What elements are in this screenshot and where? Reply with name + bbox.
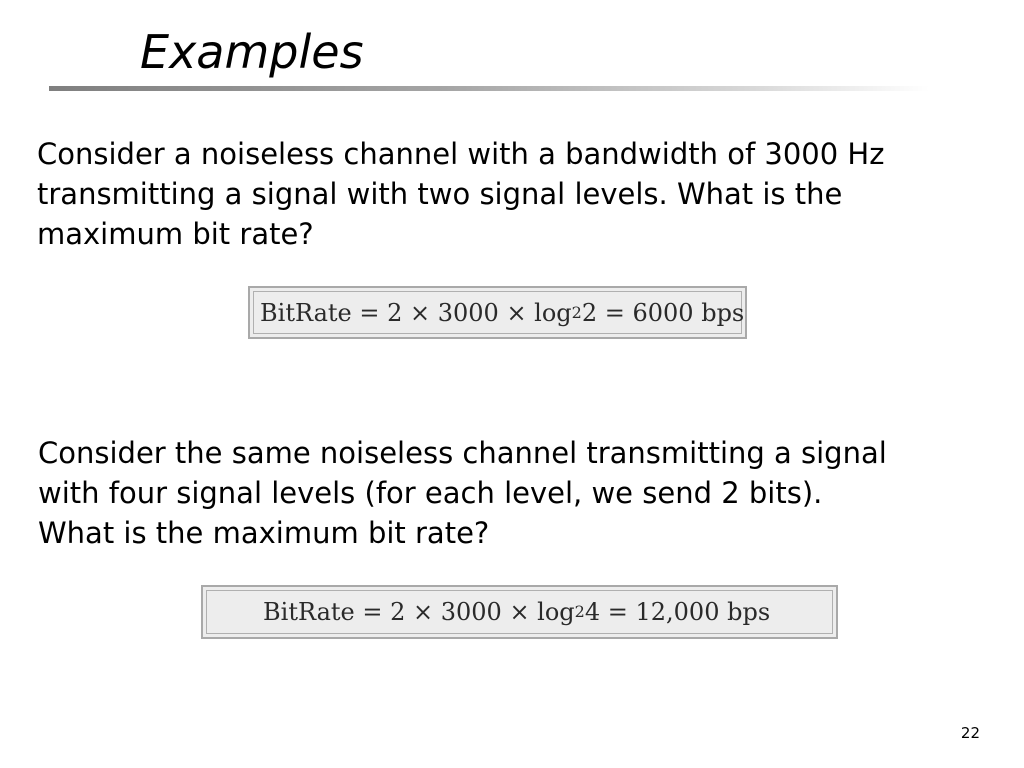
example-2-formula-lhs: BitRate = 2 × 3000 × log xyxy=(263,598,575,626)
example-1-question xyxy=(37,134,884,254)
example-2-formula-rhs: 4 = 12,000 bps xyxy=(584,598,771,626)
page-number: 22 xyxy=(960,724,980,742)
example-2-question xyxy=(38,433,887,553)
slide-title: Examples xyxy=(140,25,364,79)
example-1-line-1: Consider a noiseless channel with a bandwidth of 3000 Hz xyxy=(37,137,885,171)
example-1-line-2: transmitting a signal with two signal levels. What is the xyxy=(37,177,843,211)
example-2-line-2: with four signal levels (for each level, we send 2 bits). xyxy=(38,476,823,510)
title-underline xyxy=(49,86,929,91)
example-1-line-3: maximum bit rate? xyxy=(37,217,314,251)
example-1-formula: BitRate = 2 × 3000 × log 2 2 = 6000 bps xyxy=(253,291,742,334)
example-2-formula: BitRate = 2 × 3000 × log 2 4 = 12,000 bps xyxy=(206,590,833,634)
example-1-formula-box xyxy=(248,286,747,339)
example-1-formula-rhs: 2 = 6000 bps xyxy=(581,298,745,327)
example-2-line-1: Consider the same noiseless channel transmitting a signal xyxy=(38,436,887,470)
example-1-formula-lhs: BitRate = 2 × 3000 × log xyxy=(260,298,572,327)
example-2-line-3: What is the maximum bit rate? xyxy=(38,516,490,550)
example-2-formula-box xyxy=(201,585,838,639)
